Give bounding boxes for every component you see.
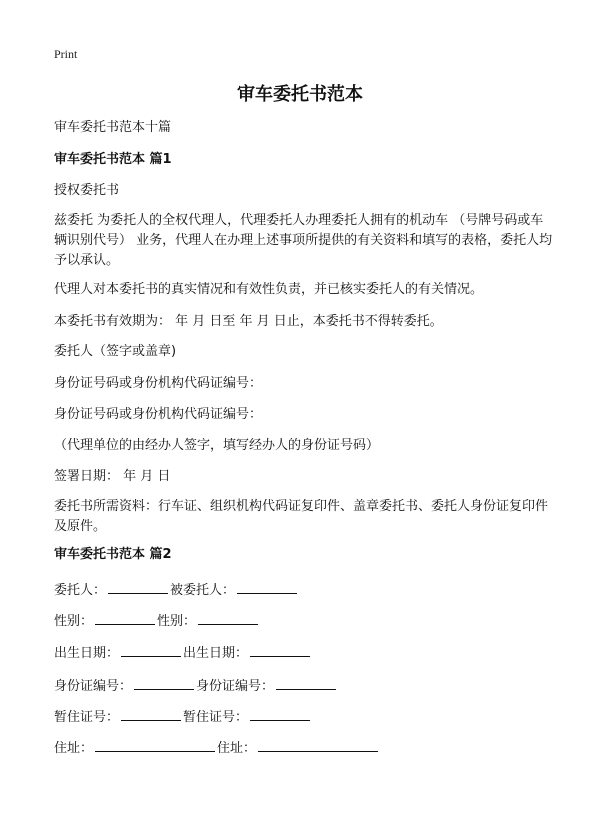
blank-birth-right[interactable] — [250, 642, 310, 657]
print-label[interactable]: Print — [54, 47, 78, 61]
document-subtitle: 审车委托书范本十篇 — [54, 120, 172, 135]
form-row-id — [54, 675, 338, 697]
blank-principal[interactable] — [108, 579, 168, 594]
form-row-principal — [54, 579, 299, 601]
validity-line: 本委托书有效期为： 年 月 日至 年 月 日止，本委托书不得转委托。 — [54, 314, 443, 329]
id-line-2: 身份证号码或身份机构代码证编号： — [54, 407, 263, 422]
label-id-right: 身份证编号： — [196, 679, 275, 694]
label-principal: 委托人： — [54, 583, 107, 598]
form-row-gender — [54, 610, 260, 632]
blank-agent[interactable] — [237, 579, 297, 594]
label-birth-right: 出生日期： — [183, 646, 249, 661]
label-address-left: 住址： — [54, 741, 94, 756]
form-row-permit — [54, 706, 312, 728]
blank-id-left[interactable] — [134, 675, 194, 690]
section2-heading: 审车委托书范本 篇2 — [54, 547, 172, 562]
materials-para: 委托书所需资料：行车证、组织机构代码证复印件、盖章委托书、委托人身份证复印件及原件。 — [54, 499, 549, 534]
document-title: 审车委托书范本 — [237, 84, 363, 105]
id-line-1: 身份证号码或身份机构代码证编号： — [54, 376, 263, 391]
label-permit-left: 暂住证号： — [54, 710, 120, 725]
blank-gender-left[interactable] — [95, 610, 155, 625]
label-agent: 被委托人： — [170, 583, 236, 598]
blank-permit-right[interactable] — [250, 706, 310, 721]
sign-date: 签署日期： 年 月 日 — [54, 469, 171, 484]
label-gender-left: 性别： — [54, 614, 94, 629]
section1-heading: 审车委托书范本 篇1 — [54, 152, 172, 167]
label-gender-right: 性别： — [157, 614, 197, 629]
blank-gender-right[interactable] — [198, 610, 258, 625]
form-row-address — [54, 737, 380, 759]
blank-birth-left[interactable] — [121, 642, 181, 657]
blank-address-right[interactable] — [258, 737, 378, 752]
blank-permit-left[interactable] — [121, 706, 181, 721]
blank-address-left[interactable] — [95, 737, 215, 752]
label-id-left: 身份证编号： — [54, 679, 133, 694]
auth-title: 授权委托书 — [54, 183, 120, 198]
label-permit-right: 暂住证号： — [183, 710, 249, 725]
label-birth-left: 出生日期： — [54, 646, 120, 661]
signer-line: 委托人（签字或盖章) — [54, 344, 177, 359]
para-intro: 兹委托 为委托人的全权代理人，代理委托人办理委托人拥有的机动车 （号牌号码或车辆识别代号） 业务，代理人在办理上述事项所提供的有关资料和填写的表格，委托人均予以承认。 — [54, 213, 553, 268]
agent-note: （代理单位的由经办人签字，填写经办人的身份证号码） — [54, 438, 380, 453]
label-address-right: 住址： — [217, 741, 257, 756]
form-row-birth — [54, 642, 312, 664]
para-responsibility: 代理人对本委托书的真实情况和有效性负责，并已核实委托人的有关情况。 — [54, 282, 484, 297]
blank-id-right[interactable] — [276, 675, 336, 690]
